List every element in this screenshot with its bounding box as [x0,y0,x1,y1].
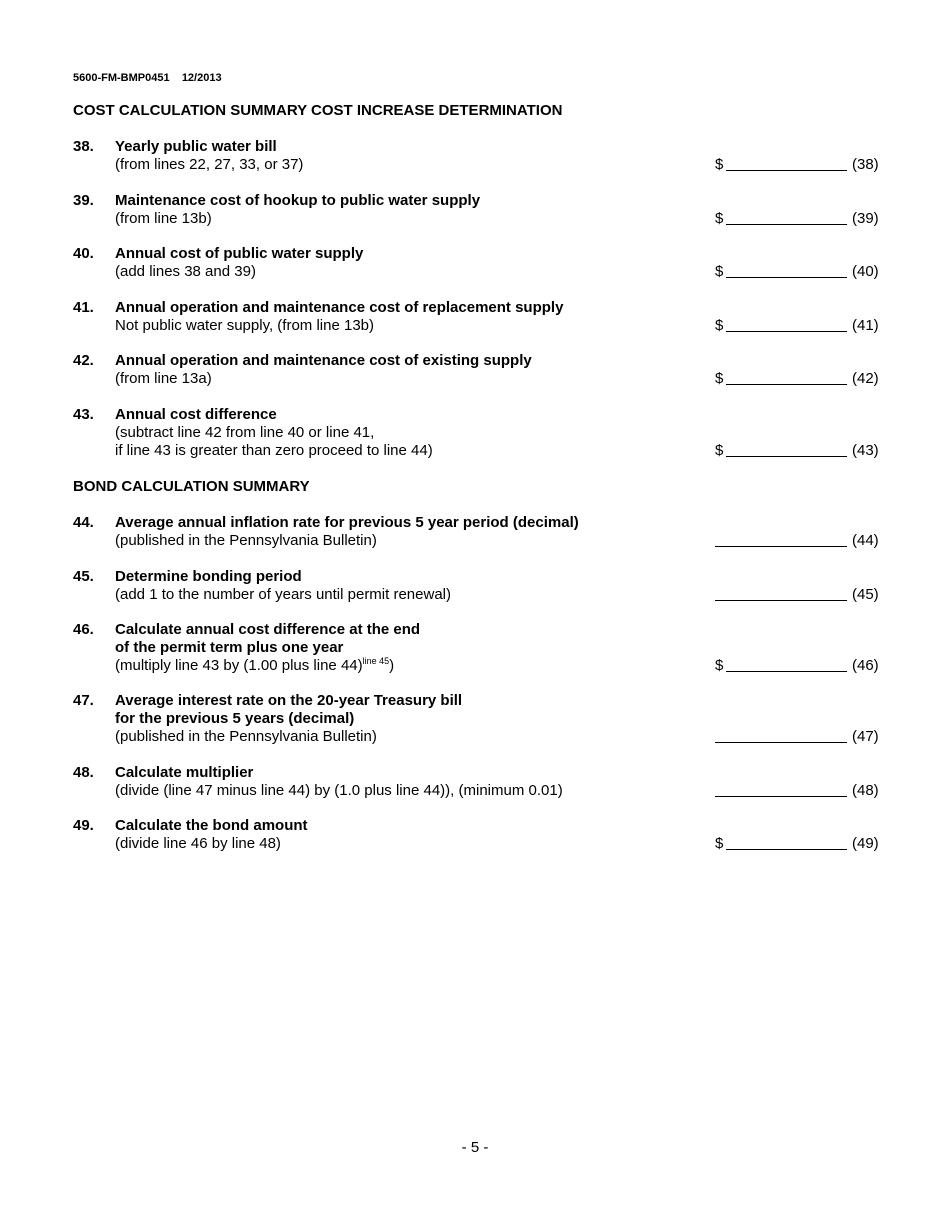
line-detail: Not public water supply, (from line 13b) [115,317,374,334]
line-reference: (46) [852,657,879,674]
line-description [115,817,705,853]
line-number: 46. [73,621,94,638]
line-number: 40. [73,245,94,262]
line-reference: (39) [852,210,879,227]
answer-field-47[interactable] [715,728,895,746]
answer-blank[interactable] [726,277,847,278]
line-description [115,299,705,335]
line-detail: (divide (line 47 minus line 44) by (1.0 plus line 44)), (minimum 0.01) [115,782,563,799]
line-reference: (38) [852,156,879,173]
line-reference: (49) [852,835,879,852]
dollar-sign: $ [715,210,724,227]
line-description [115,352,705,388]
line-number: 45. [73,568,94,585]
dollar-sign: $ [715,657,724,674]
line-reference: (47) [852,728,879,745]
line-detail: (subtract line 42 from line 40 or line 41, [115,424,375,441]
answer-blank[interactable] [726,224,847,225]
line-reference: (43) [852,442,879,459]
line-reference: (45) [852,586,879,603]
line-detail-close: ) [389,657,395,674]
answer-blank[interactable] [726,671,847,672]
line-title: Annual operation and maintenance cost of replacement supply [115,299,564,316]
answer-field-43[interactable] [715,442,895,460]
line-description [115,692,705,746]
line-detail: (add lines 38 and 39) [115,263,256,280]
dollar-sign: $ [715,370,724,387]
line-detail: if line 43 is greater than zero proceed to line 44) [115,442,433,459]
answer-field-42[interactable] [715,370,895,388]
line-title: Calculate annual cost difference at the end [115,621,421,638]
answer-field-38[interactable] [715,156,895,174]
line-detail: (add 1 to the number of years until permit renewal) [115,586,451,603]
form-code: 5600-FM-BMP0451 12/2013 [73,72,222,84]
line-detail: (from line 13a) [115,370,212,387]
answer-blank[interactable] [726,170,847,171]
line-description [115,568,705,604]
answer-field-44[interactable] [715,532,895,550]
line-detail-exponent: line 45 [362,656,390,666]
line-title: Annual cost of public water supply [115,245,364,262]
line-detail: (published in the Pennsylvania Bulletin) [115,728,377,745]
answer-field-49[interactable] [715,835,895,853]
line-reference: (40) [852,263,879,280]
answer-blank[interactable] [715,546,847,547]
line-detail: (from line 13b) [115,210,212,227]
line-description [115,406,705,460]
line-detail [115,657,705,675]
page-number: - 5 - [461,1139,489,1156]
answer-field-48[interactable] [715,782,895,800]
dollar-sign: $ [715,156,724,173]
line-title: Calculate multiplier [115,764,254,781]
answer-field-41[interactable] [715,317,895,335]
line-number: 47. [73,692,94,709]
line-title-continued: of the permit term plus one year [115,639,344,656]
line-reference: (41) [852,317,879,334]
answer-field-46[interactable] [715,657,895,675]
line-number: 38. [73,138,94,155]
line-title: Average interest rate on the 20-year Treasury bill [115,692,463,709]
line-number: 41. [73,299,94,316]
line-reference: (44) [852,532,879,549]
dollar-sign: $ [715,835,724,852]
line-number: 39. [73,192,94,209]
line-number: 48. [73,764,94,781]
answer-field-45[interactable] [715,586,895,604]
dollar-sign: $ [715,442,724,459]
dollar-sign: $ [715,317,724,334]
line-reference: (42) [852,370,879,387]
answer-blank[interactable] [726,331,847,332]
answer-blank[interactable] [726,456,847,457]
answer-field-40[interactable] [715,263,895,281]
line-title: Annual cost difference [115,406,277,423]
line-description [115,192,705,228]
answer-blank[interactable] [726,384,847,385]
line-title: Determine bonding period [115,568,302,585]
line-detail: (from lines 22, 27, 33, or 37) [115,156,304,173]
line-detail: (published in the Pennsylvania Bulletin) [115,532,377,549]
line-description [115,138,705,174]
line-description [115,764,705,800]
dollar-sign: $ [715,263,724,280]
line-title-continued: for the previous 5 years (decimal) [115,710,355,727]
line-title: Maintenance cost of hookup to public water supply [115,192,481,209]
line-number: 49. [73,817,94,834]
answer-field-39[interactable] [715,210,895,228]
answer-blank[interactable] [715,742,847,743]
cost-section-title: COST CALCULATION SUMMARY COST INCREASE DETERMINATION [73,102,563,119]
line-detail-text: (multiply line 43 by (1.00 plus line 44) [115,657,363,674]
line-number: 43. [73,406,94,423]
line-title: Calculate the bond amount [115,817,308,834]
answer-blank[interactable] [715,600,847,601]
line-title: Annual operation and maintenance cost of existing supply [115,352,532,369]
bond-section-title: BOND CALCULATION SUMMARY [73,478,310,495]
line-description [115,514,705,550]
line-reference: (48) [852,782,879,799]
line-detail: (divide line 46 by line 48) [115,835,281,852]
line-title: Yearly public water bill [115,138,277,155]
line-description [115,621,705,675]
line-description [115,245,705,281]
line-number: 42. [73,352,94,369]
answer-blank[interactable] [726,849,847,850]
answer-blank[interactable] [715,796,847,797]
line-number: 44. [73,514,94,531]
line-title: Average annual inflation rate for previous 5 year period (decimal) [115,514,579,531]
